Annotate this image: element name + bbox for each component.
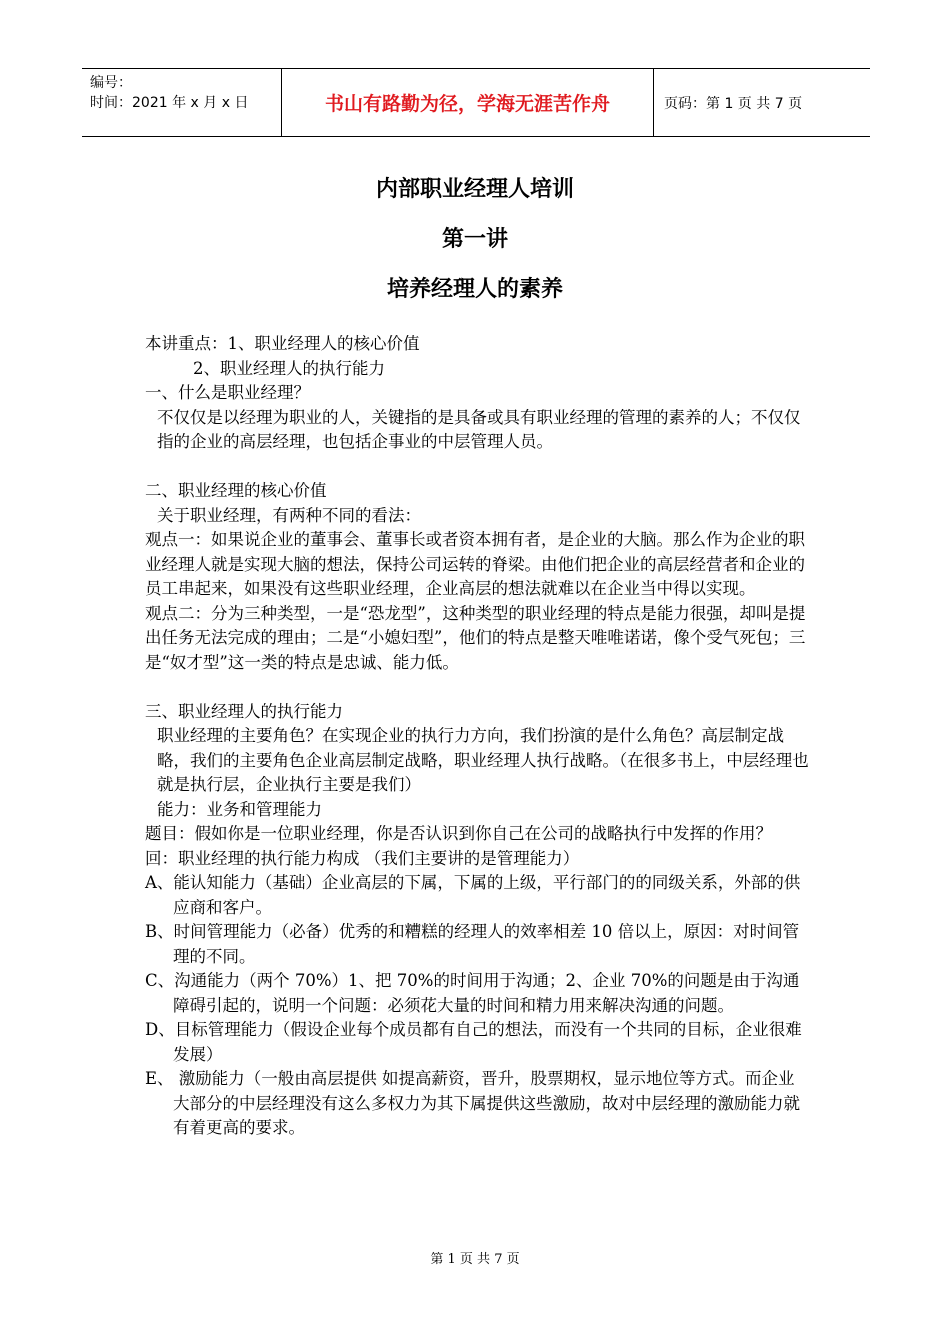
page-label: 页码：第 1 页 共 7 页 <box>664 95 803 112</box>
section-2-heading: 二、职业经理的核心价值 <box>145 481 327 500</box>
number-label: 编号： <box>90 75 132 91</box>
page-footer: 第 1 页 共 7 页 <box>430 1252 520 1267</box>
time-label: 时间：2021 年 x 月 x 日 <box>90 95 249 111</box>
section-2-intro: 关于职业经理，有两种不同的看法： <box>157 505 421 525</box>
answer-line: 回：职业经理的执行能力构成 （我们主要讲的是管理能力） <box>145 848 580 868</box>
question-line: 题目：假如你是一位职业经理，你是否认识到你自己在公司的战略执行中发挥的作用？ <box>145 824 772 843</box>
viewpoint-2: 观点二：分为三种类型，一是“恐龙型”，这种类型的职业经理的特点是能力很强，却叫是提出任务无法完成的理由；二是“小媳妇型”，他们的特点是整天唯唯诺诺，像个受气死包；三是“奴才型”这一类的特点是忠诚、能力低。 <box>145 603 806 672</box>
list-item-c: C、沟通能力（两个 70%）1、把 70%的时间用于沟通；2、企业 70%的问题是由于沟通障碍引起的，说明一个问题：必须花大量的时间和精力用来解决沟通的问题。 <box>145 971 800 1015</box>
list-item-e: E、 激励能力（一般由高层提供 如提高薪资，晋升，股票期权，显示地位等方式。而企业大部分的中层经理没有这么多权力为其下属提供这些激励，故对中层经理的激励能力就有着更高的要求。 <box>145 1069 800 1137</box>
ability-line: 能力：业务和管理能力 <box>157 799 322 819</box>
document-body <box>145 332 810 1141</box>
section-3-paragraph: 职业经理的主要角色？在实现企业的执行力方向，我们扮演的是什么角色？高层制定战略，我们的主要角色企业高层制定战略，职业经理人执行战略。（在很多书上，中层经理也就是执行层，企业执行主要是我们） <box>157 726 809 794</box>
section-1-heading: 一、什么是职业经理？ <box>145 383 310 402</box>
main-title: 内部职业经理人培训 <box>375 177 574 202</box>
list-item-a: A、能认知能力（基础）企业高层的下属，下属的上级，平行部门的的同级关系，外部的供应商和客户。 <box>145 873 801 917</box>
lecture-title: 第一讲 <box>441 227 508 252</box>
section-3-heading: 三、职业经理人的执行能力 <box>145 701 343 721</box>
page-header <box>82 68 870 137</box>
header-left-cell <box>82 69 282 136</box>
section-1-paragraph: 不仅仅是以经理为职业的人，关键指的是具备或具有职业经理的管理的素养的人；不仅仅指的企业的高层经理，也包括企事业的中层管理人员。 <box>157 407 801 451</box>
list-item-d: D、目标管理能力（假设企业每个成员都有自己的想法，而没有一个共同的目标，企业很难发展） <box>145 1020 802 1064</box>
motto: 书山有路勤为径，学海无涯苦作舟 <box>282 69 654 136</box>
subtitle: 培养经理人的素养 <box>386 277 563 302</box>
key-points-line-2: 2、职业经理人的执行能力 <box>193 358 385 378</box>
key-points-line-1: 本讲重点：1、职业经理人的核心价值 <box>145 334 420 353</box>
viewpoint-1: 观点一：如果说企业的董事会、董事长或者资本拥有者，是企业的大脑。那么作为企业的职业经理人就是实现大脑的想法，保持公司运转的脊梁。由他们把企业的高层经营者和企业的员工串起来，如果没有这些职业经理，企业高层的想法就难以在企业当中得以实现。 <box>145 530 805 598</box>
list-item-b: B、时间管理能力（必备）优秀的和糟糕的经理人的效率相差 10 倍以上，原因：对时间管理的不同。 <box>145 922 800 966</box>
